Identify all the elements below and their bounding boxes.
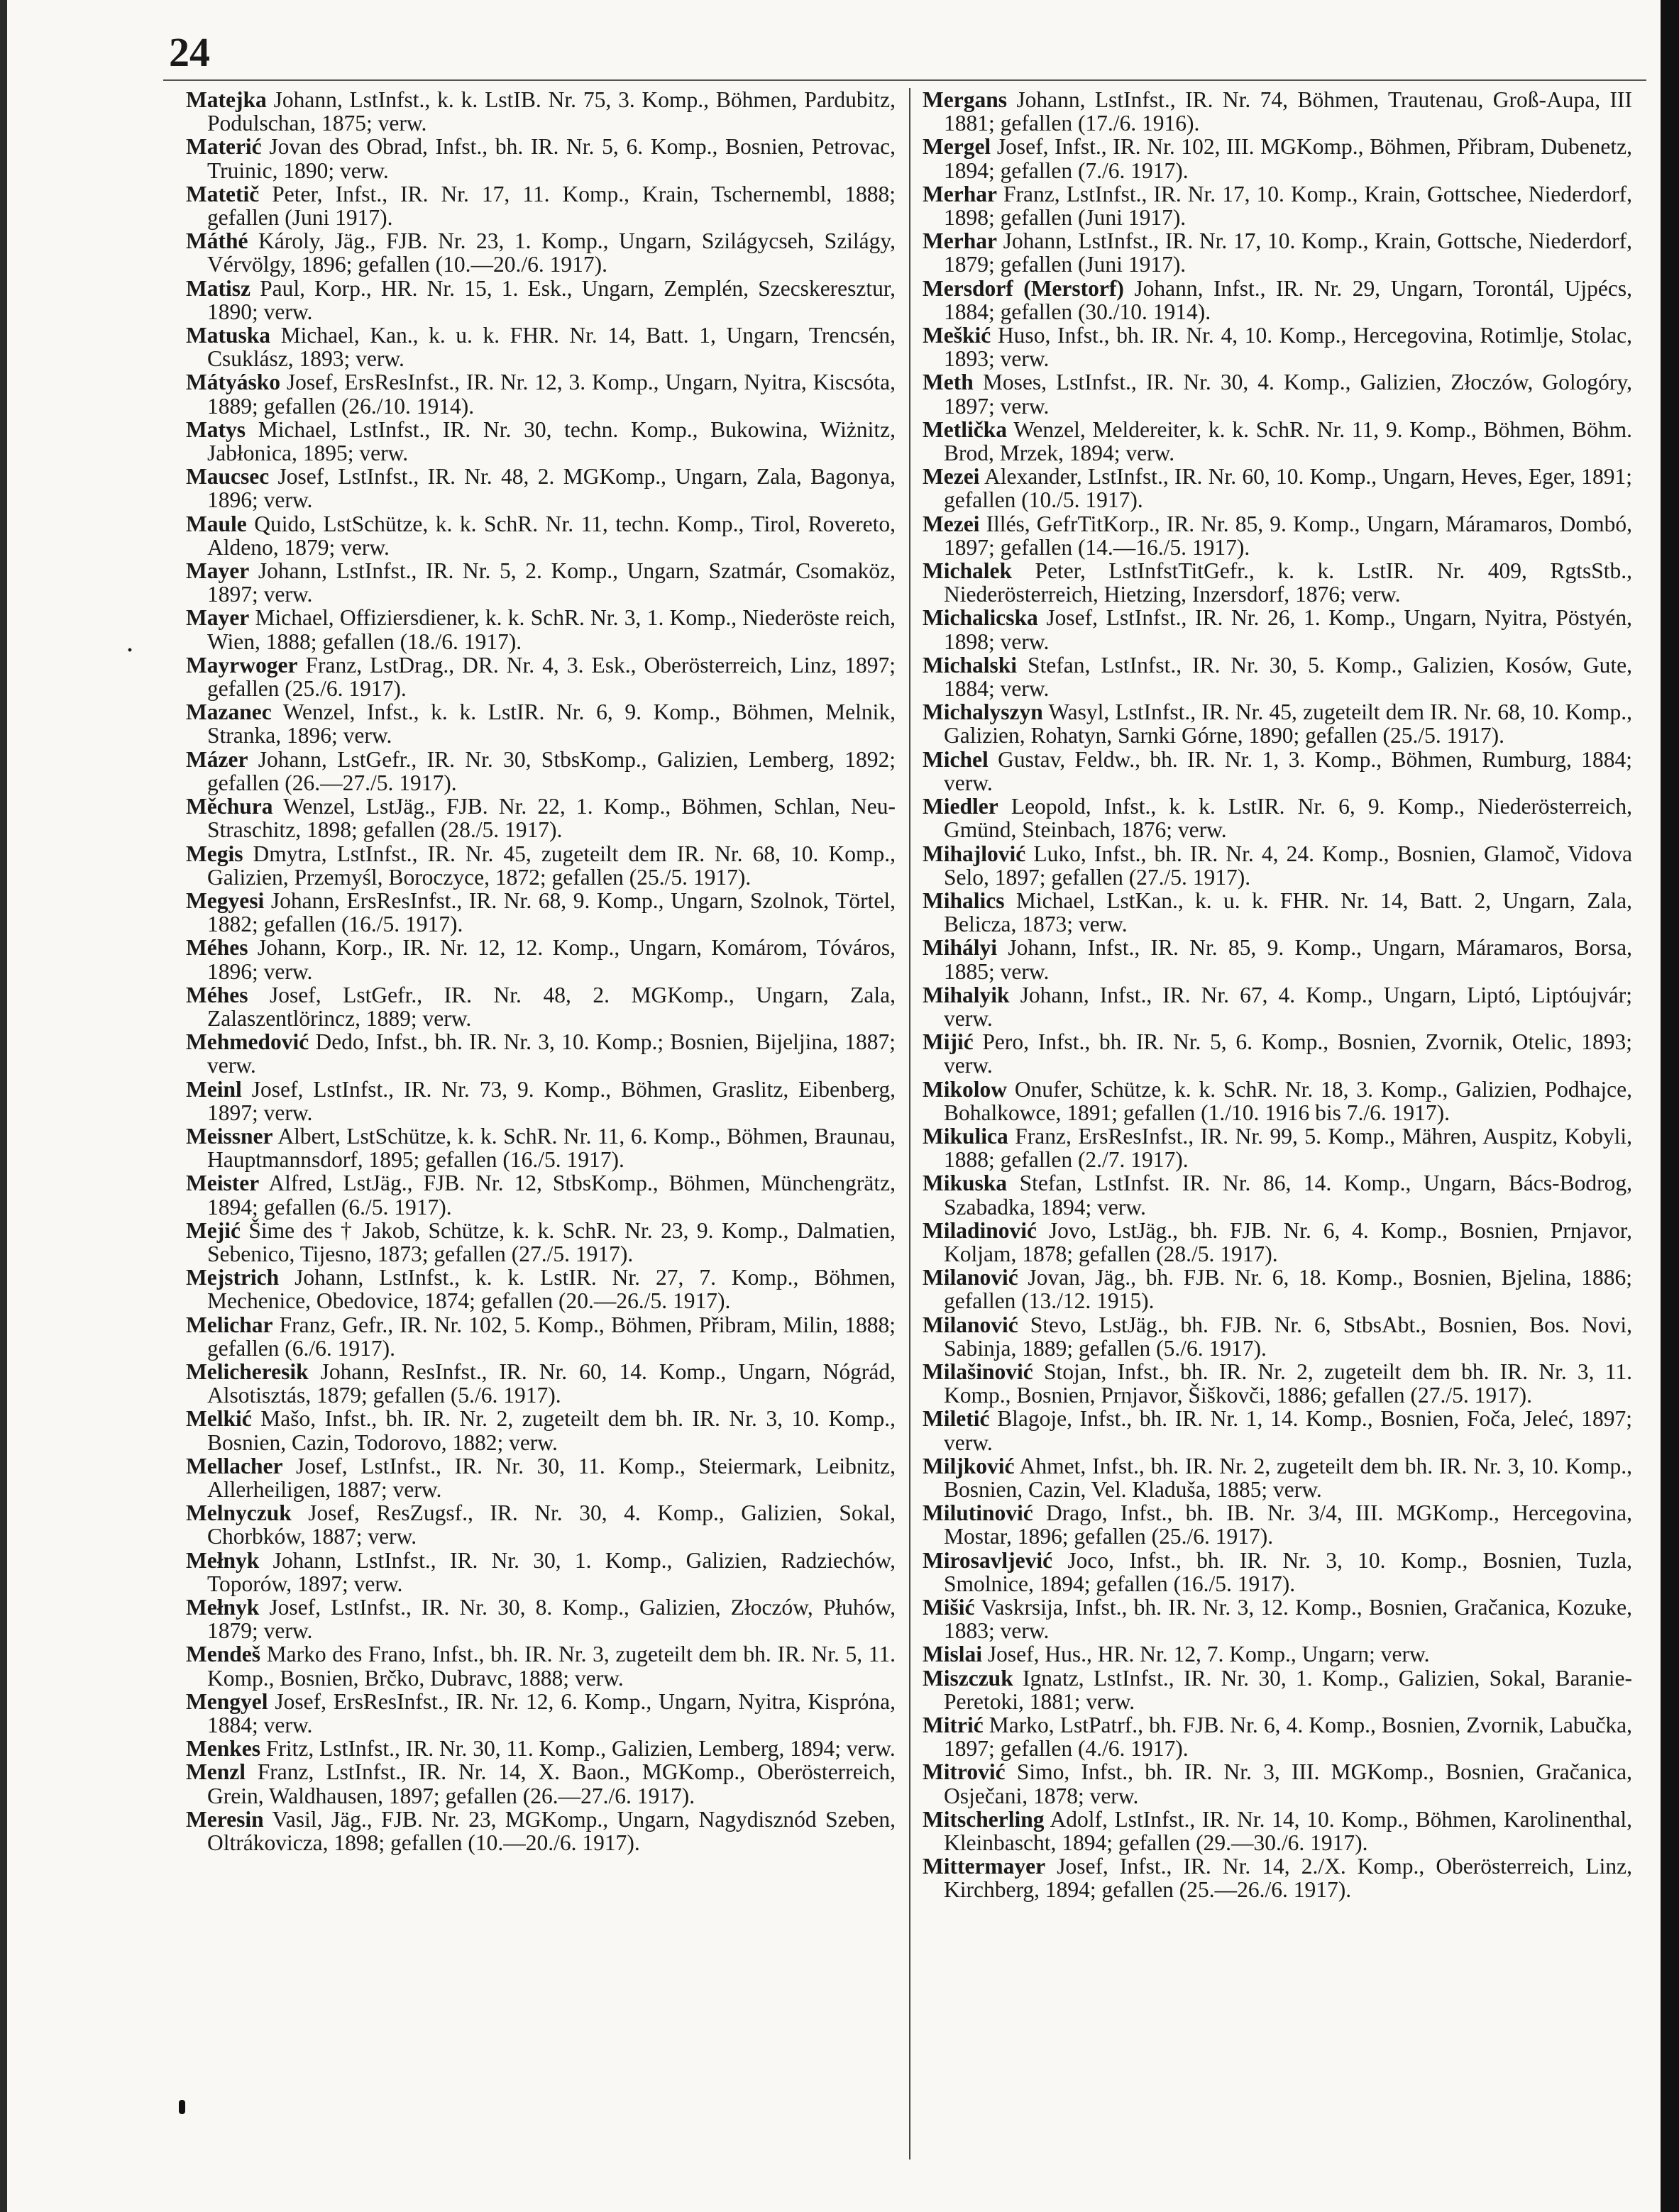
list-entry xyxy=(923,700,1632,747)
entry-surname: Mirosavljević xyxy=(923,1547,1053,1573)
entry-surname: Michel xyxy=(923,746,989,772)
list-entry xyxy=(923,983,1632,1030)
list-entry xyxy=(186,983,896,1030)
header-rule xyxy=(163,79,1646,81)
list-entry xyxy=(186,418,896,465)
entry-details: Wenzel, Meldereiter, k. k. SchR. Nr. 11, 9. Komp., Böhmen, Böhm. Brod, Mrzek, 1894; verw. xyxy=(944,416,1632,466)
entry-details: Peter, LstInfstTitGefr., k. k. LstIR. Nr. 409, RgtsStb., Niederösterreich, Hietzing, Inzersdorf, 1876; verw. xyxy=(944,558,1632,607)
entry-details: Michael, Offiziersdiener, k. k. SchR. Nr. 3, 1. Komp., Niederöste reich, Wien, 1888; gefallen (18./6. 1917). xyxy=(207,605,896,654)
right-column xyxy=(923,88,1632,2188)
entry-details: Josef, LstInfst., IR. Nr. 30, 8. Komp., Galizien, Złoczów, Płuhów, 1879; verw. xyxy=(207,1595,896,1644)
list-entry xyxy=(923,1313,1632,1360)
entry-details: Johann, Infst., IR. Nr. 67, 4. Komp., Ungarn, Liptó, Liptóujvár; verw. xyxy=(944,982,1632,1031)
list-entry xyxy=(923,748,1632,795)
entry-surname: Miladinović xyxy=(923,1217,1037,1243)
entry-surname: Mehmedović xyxy=(186,1029,309,1055)
entry-details: Josef, Infst., IR. Nr. 102, III. MGKomp., Böhmen, Přibram, Dubenetz, 1894; gefallen (7./6. 1917). xyxy=(944,134,1632,183)
list-entry xyxy=(186,1360,896,1407)
list-entry xyxy=(923,1030,1632,1077)
entry-surname: Maucsec xyxy=(186,464,270,490)
list-entry xyxy=(186,606,896,653)
entry-details: Paul, Korp., HR. Nr. 15, 1. Esk., Ungarn, Zemplén, Szecskeresztur, 1890; verw. xyxy=(207,275,896,324)
list-entry xyxy=(923,88,1632,135)
list-entry xyxy=(923,1666,1632,1713)
list-entry xyxy=(923,277,1632,323)
entry-details: Johann, LstInfst., IR. Nr. 74, Böhmen, Trautenau, Groß-Aupa, III 1881; gefallen (17./6. 1916). xyxy=(944,88,1632,136)
entry-surname: Mezei xyxy=(923,464,980,490)
list-entry xyxy=(186,370,896,417)
entry-details: Leopold, Infst., k. k. LstIR. Nr. 6, 9. Komp., Niederösterreich, Gmünd, Steinbach, 1876; verw. xyxy=(944,794,1632,843)
entry-details: Johann, ResInfst., IR. Nr. 60, 14. Komp., Ungarn, Nógrád, Alsotisztás, 1879; gefallen (5./6. 1917). xyxy=(207,1359,896,1408)
list-entry xyxy=(186,1030,896,1077)
entry-surname: Mislai xyxy=(923,1642,982,1667)
entry-details: Josef, ErsResInfst., IR. Nr. 12, 6. Komp., Ungarn, Nyitra, Kisprόna, 1884; verw. xyxy=(207,1688,896,1738)
entry-surname: Meth xyxy=(923,370,974,395)
list-entry xyxy=(186,842,896,889)
column-divider xyxy=(909,88,910,2160)
entry-details: Michael, LstKan., k. u. k. FHR. Nr. 14, Batt. 2, Ungarn, Zala, Belicza, 1873; verw. xyxy=(944,887,1632,937)
entry-details: Huso, Infst., bh. IR. Nr. 4, 10. Komp., Hercegovina, Rotimlje, Stolac, 1893; verw. xyxy=(944,323,1632,372)
list-entry xyxy=(186,1596,896,1642)
list-entry xyxy=(186,1454,896,1501)
entry-details: Michael, LstInfst., IR. Nr. 30, techn. Komp., Bukowina, Wiżnitz, Jabłonica, 1895; verw. xyxy=(207,416,896,466)
entry-surname: Mitscherling xyxy=(923,1806,1045,1832)
list-entry xyxy=(186,1690,896,1737)
entry-details: Mašo, Infst., bh. IR. Nr. 2, zugeteilt dem bh. IR. Nr. 3, 10. Komp., Bosnien, Cazin, Todorovo, 1882; verw. xyxy=(207,1406,896,1455)
entry-details: Franz, LstDrag., DR. Nr. 4, 3. Esk., Oberösterreich, Linz, 1897; gefallen (25./6. 1917). xyxy=(207,652,896,702)
entry-surname: Michalyszyn xyxy=(923,699,1043,725)
list-entry xyxy=(923,182,1632,229)
entry-surname: Matuska xyxy=(186,323,271,348)
list-entry xyxy=(186,512,896,559)
list-entry xyxy=(923,559,1632,606)
entry-details: Stefan, LstInfst., IR. Nr. 30, 5. Komp., Galizien, Kosów, Gute, 1884; verw. xyxy=(944,652,1632,702)
entry-surname: Mikuska xyxy=(923,1171,1008,1196)
list-entry xyxy=(186,1549,896,1596)
margin-ink-mark xyxy=(179,2100,185,2114)
list-entry xyxy=(923,842,1632,889)
entry-surname: Melicheresik xyxy=(186,1359,309,1384)
entry-surname: Miszczuk xyxy=(923,1665,1013,1691)
entry-details: Albert, LstSchütze, k. k. SchR. Nr. 11, 6. Komp., Böhmen, Braunau, Hauptmannsdorf, 1895; gefallen (16./5. 1917). xyxy=(207,1123,896,1173)
entry-details: Stojan, Infst., bh. IR. Nr. 2, zugeteilt dem bh. IR. Nr. 3, 11. Komp., Bosnien, Prnjavor, Šiškovči, 1886; gefallen (27./5. 1917). xyxy=(944,1359,1632,1408)
list-entry xyxy=(923,135,1632,182)
entry-surname: Meister xyxy=(186,1171,260,1196)
entry-surname: Miedler xyxy=(923,794,998,819)
entry-details: Stevo, LstJäg., bh. FJB. Nr. 6, StbsAbt., Bosnien, Bos. Novi, Sabinja, 1889; gefallen (5./6. 1917). xyxy=(944,1312,1632,1361)
entry-surname: Meinl xyxy=(186,1076,242,1102)
entry-details: Josef, LstInfst., IR. Nr. 30, 11. Komp., Steiermark, Leibnitz, Allerheiligen, 1887; verw. xyxy=(207,1453,896,1502)
entry-surname: Menzl xyxy=(186,1759,246,1785)
list-entry xyxy=(186,889,896,936)
entry-details: Blagoje, Infst., bh. IR. Nr. 1, 14. Komp., Bosnien, Foča, Jeleć, 1897; verw. xyxy=(944,1406,1632,1455)
entry-details: Dmytra, LstInfst., IR. Nr. 45, zugeteilt dem IR. Nr. 68, 10. Komp., Galizien, Przemyśl, Boroczyce, 1872; gefallen (25./5. 1917). xyxy=(207,841,896,890)
entry-surname: Meresin xyxy=(186,1806,264,1832)
list-entry xyxy=(923,1219,1632,1266)
list-entry xyxy=(186,88,896,135)
entry-details: Vaskrsija, Infst., bh. IR. Nr. 3, 12. Komp., Bosnien, Gračanica, Kozuke, 1883; verw. xyxy=(944,1595,1632,1644)
entry-surname: Mełnyk xyxy=(186,1547,260,1573)
list-entry xyxy=(923,606,1632,653)
entry-surname: Melichar xyxy=(186,1312,273,1337)
entry-details: Joco, Infst., bh. IR. Nr. 3, 10. Komp., Bosnien, Tuzla, Smolnice, 1894; gefallen (16./5. 1917). xyxy=(944,1547,1632,1596)
entry-surname: Metlička xyxy=(923,416,1007,442)
list-entry xyxy=(923,1266,1632,1312)
list-entry xyxy=(186,465,896,511)
entry-surname: Megis xyxy=(186,841,243,866)
list-entry xyxy=(186,135,896,182)
list-entry xyxy=(923,1124,1632,1171)
entry-details: Pero, Infst., bh. IR. Nr. 5, 6. Komp., Bosnien, Zvornik, Otelic, 1893; verw. xyxy=(944,1029,1632,1078)
entry-details: Johann, LstInfst., IR. Nr. 30, 1. Komp., Galizien, Radziechów, Toporów, 1897; verw. xyxy=(207,1547,896,1596)
entry-details: Moses, LstInfst., IR. Nr. 30, 4. Komp., Galizien, Złoczów, Gologóry, 1897; verw. xyxy=(944,370,1632,419)
entry-details: Alfred, LstJäg., FJB. Nr. 12, StbsKomp., Böhmen, Münchengrätz, 1894; gefallen (6./5. 1917). xyxy=(207,1171,896,1220)
entry-surname: Merhar xyxy=(923,181,997,206)
entry-surname: Mendeš xyxy=(186,1642,260,1667)
entry-surname: Mejić xyxy=(186,1217,241,1243)
entry-surname: Mitrović xyxy=(923,1759,1006,1785)
list-entry xyxy=(186,277,896,323)
entry-surname: Mezei xyxy=(923,511,980,536)
entry-surname: Matejka xyxy=(186,88,267,112)
entry-surname: Materić xyxy=(186,134,262,160)
entry-surname: Mengyel xyxy=(186,1688,268,1714)
list-entry xyxy=(923,1596,1632,1642)
entry-surname: Mejstrich xyxy=(186,1265,280,1290)
list-entry xyxy=(186,1124,896,1171)
entry-details: Franz, ErsResInfst., IR. Nr. 99, 5. Komp., Mähren, Auspitz, Kobyli, 1888; gefallen (2./7. 1917). xyxy=(944,1123,1632,1173)
list-entry xyxy=(923,512,1632,559)
entry-details: Johann, Infst., IR. Nr. 29, Ungarn, Torontál, Ujpécs, 1884; gefallen (30./10. 1914). xyxy=(944,275,1632,324)
entry-details: Johann, LstInfst., k. k. LstIB. Nr. 75, 3. Komp., Böhmen, Pardubitz, Podulschan, 1875; verw. xyxy=(207,88,896,136)
list-entry xyxy=(923,1171,1632,1218)
entry-details: Franz, LstInfst., IR. Nr. 17, 10. Komp., Krain, Gottschee, Niederdorf, 1898; gefallen (Juni 1917). xyxy=(944,181,1632,231)
entry-details: Stefan, LstInfst. IR. Nr. 86, 14. Komp., Ungarn, Bács-Bodrog, Szabadka, 1894; verw. xyxy=(944,1171,1632,1220)
entry-surname: Mihajlović xyxy=(923,841,1026,866)
entry-surname: Mełnyk xyxy=(186,1595,260,1620)
entry-surname: Mayrwoger xyxy=(186,652,298,678)
entry-surname: Mergans xyxy=(923,88,1007,112)
entry-details: Johann, LstInfst., IR. Nr. 5, 2. Komp., Ungarn, Szatmár, Csomaköz, 1897; verw. xyxy=(207,558,896,607)
entry-surname: Milašinović xyxy=(923,1359,1033,1384)
scan-left-edge xyxy=(0,0,7,2212)
entry-surname: Mazanec xyxy=(186,699,272,725)
entry-surname: Milanović xyxy=(923,1312,1018,1337)
entry-surname: Merhar xyxy=(923,228,997,254)
list-entry xyxy=(923,418,1632,465)
entry-details: Josef, LstInfst., IR. Nr. 73, 9. Komp., Böhmen, Graslitz, Eibenberg, 1897; verw. xyxy=(207,1076,896,1125)
list-entry xyxy=(923,229,1632,276)
entry-details: Josef, ErsResInfst., IR. Nr. 12, 3. Komp., Ungarn, Nyitra, Kiscsóta, 1889; gefallen (26./10. 1914). xyxy=(207,370,896,419)
entry-details: Fritz, LstInfst., IR. Nr. 30, 11. Komp., Galizien, Lemberg, 1894; verw. xyxy=(260,1736,896,1762)
list-entry xyxy=(923,465,1632,511)
list-entry xyxy=(186,182,896,229)
entry-details: Wenzel, LstJäg., FJB. Nr. 22, 1. Komp., Böhmen, Schlan, Neu-Straschitz, 1898; gefallen (28./5. 1917). xyxy=(207,794,896,843)
entry-details: Jovan, Jäg., bh. FJB. Nr. 6, 18. Komp., Bosnien, Bjelina, 1886; gefallen (13./12. 1915). xyxy=(944,1265,1632,1314)
scan-right-edge xyxy=(1661,0,1679,2212)
entry-details: Vasil, Jäg., FJB. Nr. 23, MGKomp., Ungarn, Nagydisznód Szeben, Oltrákovicza, 1898; gefallen (10.—20./6. 1917). xyxy=(207,1806,896,1856)
list-entry xyxy=(923,1642,1632,1666)
list-entry xyxy=(923,370,1632,417)
list-entry xyxy=(186,936,896,983)
list-entry xyxy=(186,795,896,841)
entry-details: Johann, LstInfst., k. k. LstIR. Nr. 27, 7. Komp., Böhmen, Mechenice, Obedovice, 1874; gefallen (20.—26./5. 1917). xyxy=(207,1265,896,1314)
entry-details: Luko, Infst., bh. IR. Nr. 4, 24. Komp., Bosnien, Glamoč, Vidova Selo, 1897; gefallen (27./5. 1917). xyxy=(944,841,1632,890)
entry-details: Josef, ResZugsf., IR. Nr. 30, 4. Komp., Galizien, Sokal, Chorbków, 1887; verw. xyxy=(207,1500,896,1549)
list-entry xyxy=(923,936,1632,983)
list-entry xyxy=(923,323,1632,370)
entry-surname: Méhes xyxy=(186,935,248,961)
entry-surname: Mergel xyxy=(923,134,991,160)
entry-details: Johann, ErsResInfst., IR. Nr. 68, 9. Komp., Ungarn, Szolnok, Törtel, 1882; gefallen (16./5. 1917). xyxy=(207,887,896,937)
entry-surname: Matetič xyxy=(186,181,260,206)
entry-details: Ahmet, Infst., bh. IR. Nr. 2, zugeteilt dem bh. IR. Nr. 3, 10. Komp., Bosnien, Cazin, Vel. Kladuša, 1885; verw. xyxy=(944,1453,1632,1502)
list-entry xyxy=(923,653,1632,700)
entry-details: Marko des Frano, Infst., bh. IR. Nr. 3, zugeteilt dem bh. IR. Nr. 5, 11. Komp., Bosnien, Brčko, Dubravc, 1888; verw. xyxy=(207,1642,896,1691)
entry-surname: Matys xyxy=(186,416,246,442)
list-entry xyxy=(186,229,896,276)
left-column xyxy=(186,88,896,2188)
list-entry xyxy=(186,1808,896,1854)
entry-surname: Maule xyxy=(186,511,247,536)
entry-details: Josef, LstInfst., IR. Nr. 26, 1. Komp., Ungarn, Nyitra, Pöstyén, 1898; verw. xyxy=(944,605,1632,654)
list-entry xyxy=(923,1501,1632,1548)
list-entry xyxy=(186,1171,896,1218)
list-entry xyxy=(923,1760,1632,1807)
entry-details: Johann, LstInfst., IR. Nr. 17, 10. Komp., Krain, Gottsche, Niederdorf, 1879; gefallen (Juni 1917). xyxy=(944,228,1632,277)
list-entry xyxy=(186,1501,896,1548)
entry-surname: Mihalics xyxy=(923,887,1005,913)
entry-surname: Méhes xyxy=(186,982,248,1007)
entry-details: Michael, Kan., k. u. k. FHR. Nr. 14, Batt. 1, Ungarn, Trencsén, Csuklász, 1893; verw. xyxy=(207,323,896,372)
entry-details: Johann, Infst., IR. Nr. 85, 9. Komp., Ungarn, Máramaros, Borsa, 1885; verw. xyxy=(944,935,1632,984)
list-entry xyxy=(923,1808,1632,1854)
entry-surname: Meškić xyxy=(923,323,991,348)
entry-details: Illés, GefrTitKorp., IR. Nr. 85, 9. Komp., Ungarn, Máramaros, Dombó, 1897; gefallen (14.—16./5. 1917). xyxy=(944,511,1632,560)
list-entry xyxy=(186,1219,896,1266)
entry-surname: Meissner xyxy=(186,1123,273,1149)
entry-surname: Mijić xyxy=(923,1029,974,1055)
entry-details: Jovo, LstJäg., bh. FJB. Nr. 6, 4. Komp., Bosnien, Prnjavor, Koljam, 1878; gefallen (28./5. 1917). xyxy=(944,1217,1632,1266)
list-entry xyxy=(923,1549,1632,1596)
list-entry xyxy=(923,1360,1632,1407)
entry-details: Josef, LstGefr., IR. Nr. 48, 2. MGKomp., Ungarn, Zala, Zalaszentlörincz, 1889; verw. xyxy=(207,982,896,1031)
entry-details: Marko, LstPatrf., bh. FJB. Nr. 6, 4. Komp., Bosnien, Zvornik, Labučka, 1897; gefallen (4./6. 1917). xyxy=(944,1713,1632,1762)
entry-surname: Melnyczuk xyxy=(186,1500,292,1526)
entry-surname: Mihalyik xyxy=(923,982,1010,1007)
list-entry xyxy=(186,653,896,700)
entry-details: Simo, Infst., bh. IR. Nr. 3, III. MGKomp., Bosnien, Gračanica, Osječani, 1878; verw. xyxy=(944,1759,1632,1808)
entry-details: Josef, Infst., IR. Nr. 14, 2./X. Komp., Oberösterreich, Linz, Kirchberg, 1894; gefallen (25.—26./6. 1917). xyxy=(944,1854,1632,1903)
entry-surname: Matisz xyxy=(186,275,251,301)
entry-surname: Mihályi xyxy=(923,935,998,961)
list-entry xyxy=(186,559,896,606)
entry-details: Adolf, LstInfst., IR. Nr. 14, 10. Komp., Böhmen, Karolinenthal, Kleinbascht, 1894; gefallen (29.—30./6. 1917). xyxy=(944,1806,1632,1856)
list-entry xyxy=(186,1266,896,1312)
entry-surname: Máthé xyxy=(186,228,248,254)
margin-dot: · xyxy=(126,638,134,662)
list-entry xyxy=(186,1313,896,1360)
entry-details: Johann, Korp., IR. Nr. 12, 12. Komp., Ungarn, Komárom, Tóváros, 1896; verw. xyxy=(207,935,896,984)
list-entry xyxy=(923,1407,1632,1454)
entry-surname: Milanović xyxy=(923,1265,1018,1290)
entry-surname: Megyesi xyxy=(186,887,265,913)
entry-surname: Mellacher xyxy=(186,1453,283,1478)
entry-surname: Mitrić xyxy=(923,1713,984,1738)
entry-surname: Menkes xyxy=(186,1736,260,1762)
entry-surname: Mersdorf (Merstorf) xyxy=(923,275,1124,301)
entry-details: Josef, LstInfst., IR. Nr. 48, 2. MGKomp., Ungarn, Zala, Bagonya, 1896; verw. xyxy=(207,464,896,513)
entry-surname: Milutinović xyxy=(923,1500,1033,1526)
entry-surname: Miljković xyxy=(923,1453,1015,1478)
entry-details: Gustav, Feldw., bh. IR. Nr. 1, 3. Komp., Böhmen, Rumburg, 1884; verw. xyxy=(944,746,1632,795)
entry-surname: Michalek xyxy=(923,558,1012,584)
list-entry xyxy=(923,795,1632,841)
entry-details: Jovan des Obrad, Infst., bh. IR. Nr. 5, 6. Komp., Bosnien, Petrovac, Truinic, 1890; verw. xyxy=(207,134,896,183)
list-entry xyxy=(186,1407,896,1454)
entry-details: Wenzel, Infst., k. k. LstIR. Nr. 6, 9. Komp., Böhmen, Melnik, Stranka, 1896; verw. xyxy=(207,699,896,748)
entry-details: Alexander, LstInfst., IR. Nr. 60, 10. Komp., Ungarn, Heves, Eger, 1891; gefallen (10./5. 1917). xyxy=(944,464,1632,513)
entry-details: Onufer, Schütze, k. k. SchR. Nr. 18, 3. Komp., Galizien, Podhajce, Bohalkowce, 1891; gefallen (1./10. 1916 bis 7./6. 1917). xyxy=(944,1076,1632,1125)
list-entry xyxy=(186,1642,896,1689)
entry-surname: Mayer xyxy=(186,558,250,584)
entry-details: Drago, Infst., bh. IB. Nr. 3/4, III. MGKomp., Hercegovina, Mostar, 1896; gefallen (25./6. 1917). xyxy=(944,1500,1632,1549)
entry-details: Wasyl, LstInfst., IR. Nr. 45, zugeteilt dem IR. Nr. 68, 10. Komp., Galizien, Rohatyn, Sarnki Górne, 1890; gefallen (25./5. 1917). xyxy=(944,699,1632,748)
entry-details: Károly, Jäg., FJB. Nr. 23, 1. Komp., Ungarn, Szilágycseh, Szilágy, Vérvölgy, 1896; gefallen (10.—20./6. 1917). xyxy=(207,228,896,277)
list-entry xyxy=(186,748,896,795)
entry-surname: Melkić xyxy=(186,1406,252,1432)
entry-surname: Měchura xyxy=(186,794,273,819)
list-entry xyxy=(186,700,896,747)
entry-details: Peter, Infst., IR. Nr. 17, 11. Komp., Krain, Tschernembl, 1888; gefallen (Juni 1917). xyxy=(207,181,896,231)
entry-details: Ignatz, LstInfst., IR. Nr. 30, 1. Komp., Galizien, Sokal, Baranie-Peretoki, 1881; verw. xyxy=(944,1665,1632,1714)
entry-details: Johann, LstGefr., IR. Nr. 30, StbsKomp., Galizien, Lemberg, 1892; gefallen (26.—27./5. 1917). xyxy=(207,746,896,795)
list-entry xyxy=(186,1078,896,1124)
entry-surname: Miletić xyxy=(923,1406,990,1432)
entry-details: Franz, Gefr., IR. Nr. 102, 5. Komp., Böhmen, Přibram, Milin, 1888; gefallen (6./6. 1917). xyxy=(207,1312,896,1361)
list-entry xyxy=(923,1454,1632,1501)
entry-surname: Mišić xyxy=(923,1595,975,1620)
entry-surname: Michalski xyxy=(923,652,1018,678)
entry-surname: Mikulica xyxy=(923,1123,1008,1149)
entry-surname: Mittermayer xyxy=(923,1854,1046,1879)
entry-details: Quido, LstSchütze, k. k. SchR. Nr. 11, techn. Komp., Tirol, Rovereto, Aldeno, 1879; verw. xyxy=(207,511,896,560)
list-entry xyxy=(186,323,896,370)
page-number: 24 xyxy=(169,29,210,75)
entry-surname: Mikolow xyxy=(923,1076,1008,1102)
entry-surname: Mayer xyxy=(186,605,250,631)
entry-details: Franz, LstInfst., IR. Nr. 14, X. Baon., MGKomp., Oberösterreich, Grein, Waldhausen, 1897; gefallen (26.—27./6. 1917). xyxy=(207,1759,896,1808)
list-entry xyxy=(923,889,1632,936)
list-entry xyxy=(923,1713,1632,1760)
entry-details: Šime des † Jakob, Schütze, k. k. SchR. Nr. 23, 9. Komp., Dalmatien, Sebenico, Tijesno, 1873; gefallen (27./5. 1917). xyxy=(207,1217,896,1266)
list-entry xyxy=(186,1760,896,1807)
entry-surname: Michalicska xyxy=(923,605,1038,631)
list-entry xyxy=(923,1078,1632,1124)
entry-surname: Mázer xyxy=(186,746,248,772)
entry-details: Dedo, Infst., bh. IR. Nr. 3, 10. Komp.; Bosnien, Bijeljina, 1887; verw. xyxy=(207,1029,896,1078)
list-entry xyxy=(923,1854,1632,1901)
list-entry xyxy=(186,1737,896,1760)
entry-surname: Mátyásko xyxy=(186,370,280,395)
entry-details: Josef, Hus., HR. Nr. 12, 7. Komp., Ungarn; verw. xyxy=(982,1642,1430,1667)
